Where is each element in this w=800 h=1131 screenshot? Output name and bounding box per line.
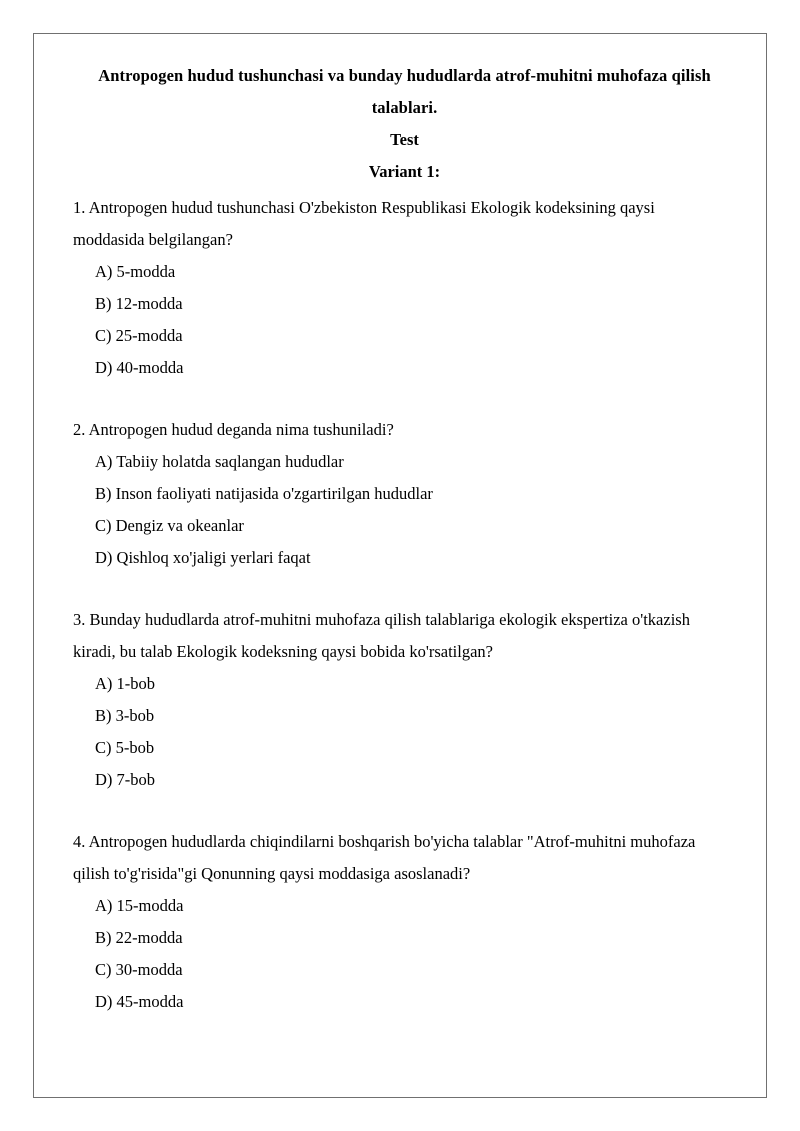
option-item[interactable]: B) 22-modda <box>95 928 183 947</box>
question-block <box>73 414 736 574</box>
option-item[interactable]: B) Inson faoliyati natijasida o'zgartirilgan hududlar <box>95 484 433 503</box>
question-block <box>73 192 736 384</box>
document-page <box>33 33 767 1098</box>
option-item[interactable]: A) 15-modda <box>95 896 184 915</box>
option-item[interactable]: A) 5-modda <box>95 262 176 281</box>
question-block <box>73 604 736 796</box>
document-subtitle: Test <box>390 130 419 149</box>
option-list <box>73 446 736 574</box>
question-text: 4. Antropogen hududlarda chiqindilarni boshqarish bo'yicha talablar "Atrof-muhitni muhofaza qilish to'g'risida"gi Qonunning qaysi moddasiga asoslanadi? <box>73 832 696 883</box>
question-text: 3. Bunday hududlarda atrof-muhitni muhofaza qilish talablariga ekologik ekspertiza o'tkazish kiradi, bu talab Ekologik kodeksning qaysi bobida ko'rsatilgan? <box>73 610 690 661</box>
document-content <box>34 34 766 1068</box>
option-item[interactable]: D) 40-modda <box>95 358 184 377</box>
option-item[interactable]: A) Tabiiy holatda saqlangan hududlar <box>95 452 344 471</box>
question-text: 2. Antropogen hudud deganda nima tushuniladi? <box>73 420 394 439</box>
question-text: 1. Antropogen hudud tushunchasi O'zbekiston Respublikasi Ekologik kodeksining qaysi moddasida belgilangan? <box>73 198 655 249</box>
option-list <box>73 668 736 796</box>
question-block <box>73 826 736 1018</box>
option-item[interactable]: C) 5-bob <box>95 738 155 757</box>
option-item[interactable]: C) 30-modda <box>95 960 183 979</box>
option-item[interactable]: B) 3-bob <box>95 706 155 725</box>
option-list <box>73 890 736 1018</box>
option-item[interactable]: C) Dengiz va okeanlar <box>95 516 244 535</box>
option-item[interactable]: D) 7-bob <box>95 770 156 789</box>
option-item[interactable]: B) 12-modda <box>95 294 183 313</box>
option-item[interactable]: C) 25-modda <box>95 326 183 345</box>
option-item[interactable]: D) 45-modda <box>95 992 184 1011</box>
option-list <box>73 256 736 384</box>
page-title: Antropogen hudud tushunchasi va bunday hududlarda atrof-muhitni muhofaza qilish talablari. <box>98 66 711 117</box>
option-item[interactable]: D) Qishloq xo'jaligi yerlari faqat <box>95 548 311 567</box>
variant-label: Variant 1: <box>368 162 441 181</box>
option-item[interactable]: A) 1-bob <box>95 674 156 693</box>
